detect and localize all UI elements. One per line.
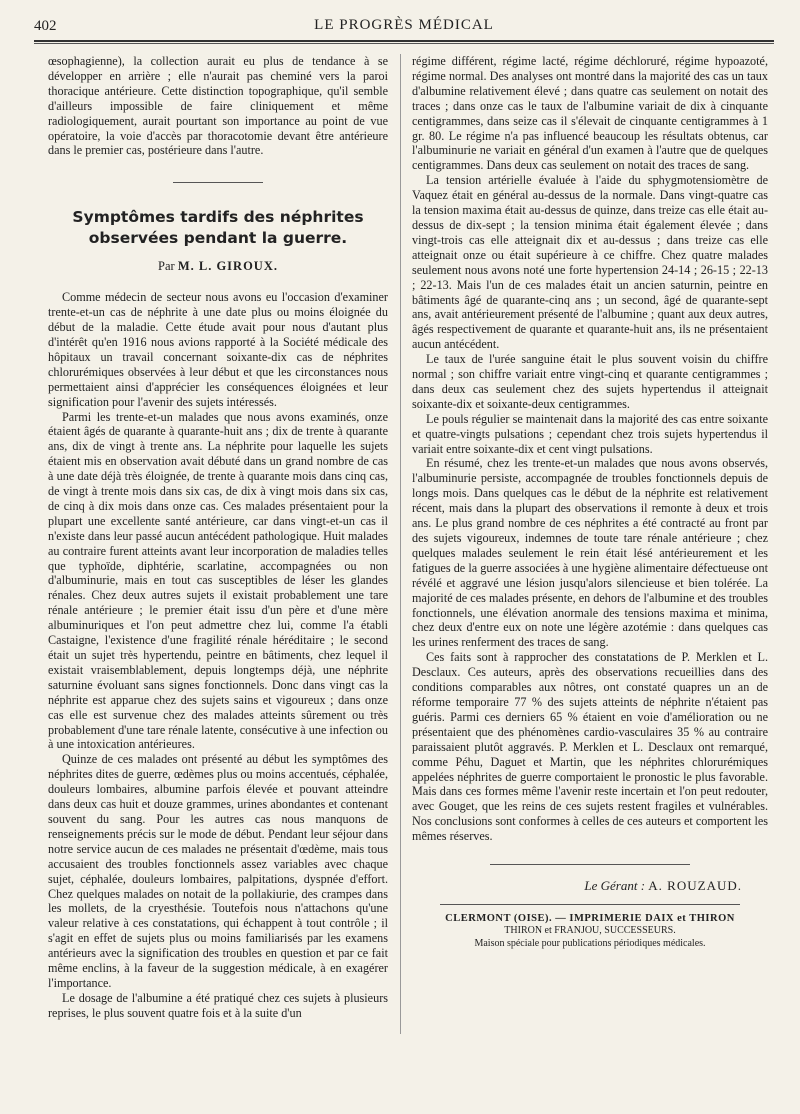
body-paragraph-10: Ces faits sont à rapprocher des constatations de P. Merklen et L. Desclaux. Ces auteurs, après des observations recueillies dans des conditions comparables aux nôtres, ont constaté quapres un an de réforme temporaire 77 % des sujets atteints de néphrite n'étaient pas guéris. Parmi ces derniers 65 % étaient en voie d'amélioration ou ne présentaient que des phénomènes cardio-vasculaires 35 % au contraire paraissaient plutôt aggravés. P. Merklen et L. Desclaux ont remarqué, comme Péhu, Daguet et Martin, que les néphrites chlorurémiques appelées néphrites de guerre comportaient le pronostic le plus favorable. Mais dans ces formes même l'avenir reste incertain et l'on peut redouter, avec Gouget, que les reins de ces sujets restent fragiles et vulnérables. Nos conclusions sont conformes à celles de ces auteurs et comportent les mêmes réserves. <box>412 650 768 844</box>
imprint <box>412 913 768 951</box>
body-paragraph-9: En résumé, chez les trente-et-un malades que nous avons observés, l'albuminurie persiste, accompagnée de troubles fonctionnels depuis de longs mois. Dans quelques cas le début de la néphrite est relativement récent, mais dans la plupart des observations il remonte à deux et trois ans. Le plus grand nombre de ces néphrites a été contracté au front par des sujets vigoureux, indemnes de toute tare rénale antérieure ; chez quelques malades seulement le rein était lésé antérieurement et les fatigues de la guerre associées à une hygiène alimentaire défectueuse ont révélé et aggravé une lésion jusqu'alors silencieuse et bien tolérée. La majorité de ces malades présente, en dehors de l'albumine et des troubles fonctionnels, une élévation anormale des tensions maxima et minima, chez deux d'entre eux on note une légère azotémie : dans quelques cas les urines renferment des traces de sang. <box>412 456 768 650</box>
body-paragraph-3: Quinze de ces malades ont présenté au début les symptômes des néphrites dites de guerre, œdèmes plus ou moins accentués, céphalée, douleurs lombaires, albumine parfois élevée et pouvant atteindre dans deux cas huit et douze grammes, urines abondantes et contenant souvent du sang. Pour les autres cas nous manquons de renseignements précis sur le mode de début. Pendant leur séjour dans notre service aucun de ces malades ne présentait d'œdème, mais tous accusaient des troubles fonctionnels assez variables avec chaque sujet, céphalée, douleurs lombaires, palpitations, dyspnée d'effort. Chez quelques malades on notait de la pollakiurie, des crampes dans les mollets, de la cryesthésie. Toutefois nous n'attachons qu'une valeur relative à ces constatations, qui échappent à tout contrôle ; il s'agit en effet de sujets plus ou moins familiarisés par les examens antérieurs avec la signification des troubles en question et par ce fait même enclins, à la faveur de la suggestion médicale, à en exagérer l'importance. <box>48 752 388 990</box>
body-paragraph-4: Le dosage de l'albumine a été pratiqué chez ces sujets à plusieurs reprises, le plus souvent quatre fois et à la suite d'un <box>48 990 388 1020</box>
imprint-rule <box>440 904 740 905</box>
author-name: M. L. GIROUX. <box>177 259 278 274</box>
imprint-successors: THIRON et FRANJOU, SUCCESSEURS. <box>504 925 676 937</box>
body-paragraph-7: Le taux de l'urée sanguine était le plus souvent voisin du chiffre normal ; son chiffre variait entre vingt-cinq et quarante centigrammes ; dans deux cas seulement chez des sujets hypertendus il atteignait soixante-dix et soixante-deux centigrammes. <box>412 352 768 411</box>
left-column <box>48 54 388 1021</box>
signature <box>412 879 768 894</box>
article-title-line-1: Symptômes tardifs des néphrites <box>72 208 364 227</box>
header-rule-thin <box>34 43 774 44</box>
header-rule <box>34 40 774 42</box>
page-number: 402 <box>34 18 57 34</box>
body-paragraph-2: Parmi les trente-et-un malades que nous avons examinés, onze étaient âgés de quarante à quarante-huit ans ; dix de trente à quarante ans, dix de vingt à trente ans. La néphrite pour laquelle les sujets étaient mis en observation avait débuté dans un grand nombre de cas à une date déjà très éloignée, de trente à quarante mois dans cinq cas, de vingt à trente mois dans six cas, de dix à vingt mois dans six cas, de cinq à dix mois dans onze cas. Ces malades présentaient pour la plupart une excellente santé antérieure, car dans vingt-et-un cas il n'existe dans leur passé aucun antécédent pathologique. Huit malades au contraire furent atteints avant leur incorporation de maladies telles que typhoïde, diphtérie, scarlatine, accompagnées ou non d'albuminurie, mais en tout cas susceptibles de léser les glandes rénales. Chez deux autres sujets il existait probablement une tare rénale antérieure ; le premier était issu d'un père et d'une mère albuminuriques et l'on peut admettre chez lui, comme l'a établi Castaigne, l'existence d'une fragilité rénale héréditaire ; le second était un sujet très hypertendu, peintre en bâtiments, chez lequel il existait vraisemblablement, depuis longtemps déjà, une néphrite saturnine évoluant sans signes fonctionnels. Donc dans vingt cas la néphrite est apparue chez des sujets sains et vigoureux ; dans onze cas elle est survenue chez des malades atteints sûrement ou très probablement d'une tare rénale latente, consécutive à une infection ou à une intoxication antérieures. <box>48 409 388 752</box>
body-paragraph-6: La tension artérielle évaluée à l'aide du sphygmotensiomètre de Vaquez était en général au-dessus de la normale. Dans vingt-quatre cas la tension maxima était au-dessus de quinze, dans treize cas elle était au-dessus de dix-sept ; la tension minima était également élevée ; dans vingt-trois cas elle atteignait dix et au-dessus ; dans treize cas elle atteignait onze ou était supérieure à ce chiffre. Chez quatre malades seulement nous avons noté une forte hypertension 24-14 ; 26-15 ; 22-13 ; 22-13. Mais l'un de ces malades était un ancien saturnin, peintre en bâtiments âgé de quarante-cinq ans ; un second, âgé de quarante-sept ans, avait antérieurement présenté de l'albumine ; quant aux deux autres, âgés respectivement de quarante et quarante-huit ans, ils ne présentaient aucun antécédent. <box>412 173 768 352</box>
section-separator <box>173 182 263 183</box>
article-author <box>48 259 388 274</box>
article-title-line-2: observées pendant la guerre. <box>88 229 348 248</box>
signature-rule <box>490 864 690 865</box>
page-header <box>34 14 774 40</box>
column-divider <box>400 54 401 1034</box>
body-paragraph-1: Comme médecin de secteur nous avons eu l'occasion d'examiner trente-et-un cas de néphrite à une date plus ou moins éloignée du début de la maladie. Cette étude avait pour nous d'autant plus d'intérêt qu'en 1916 nous avions rapporté à la Société médicale des hôpitaux un travail concernant soixante-dix cas de néphrites chlorurémiques observées à leur début et que les circonstances nous permettaient ainsi d'apprécier les conséquences éloignées et leur signification pour l'avenir des sujets intéressés. <box>48 290 388 409</box>
article-title <box>48 207 388 249</box>
journal-title: LE PROGRÈS MÉDICAL <box>314 17 494 33</box>
right-column <box>412 54 768 950</box>
signature-name: A. ROUZAUD. <box>648 878 742 894</box>
body-paragraph-8: Le pouls régulier se maintenait dans la majorité des cas entre soixante et quatre-vingts pulsations ; cependant chez trois sujets hypertendus il variait entre soixante-dix et cent vingt pulsations. <box>412 411 768 456</box>
imprint-printer: CLERMONT (OISE). — IMPRIMERIE DAIX et THIRON <box>445 912 735 924</box>
imprint-specialty: Maison spéciale pour publications périodiques médicales. <box>474 937 706 949</box>
author-prefix: Par <box>158 259 175 274</box>
intro-paragraph: œsophagienne), la collection aurait eu plus de tendance à se développer en arrière ; elle n'aurait pas cheminé vers la paroi thoracique antérieure. Cette distinction topographique, qu'il semble d'ailleurs impossible de faire cliniquement et même radiologiquement, aurait pourtant son importance au point de vue opératoire, la voie d'accès par thoracotomie devant être antérieure dans le premier cas, postérieure dans l'autre. <box>48 54 388 158</box>
signature-label: Le Gérant : <box>584 878 646 894</box>
body-paragraph-5: régime différent, régime lacté, régime déchloruré, régime hypoazoté, régime normal. Des analyses ont montré dans la majorité des cas un taux d'albumine relativement élevé ; dans quatre cas seulement on notait des traces ; dans onze cas le taux de l'albumine variait de dix à cinquante centigrammes, dans seize cas il s'élevait de cinquante centigrammes à 1 gr. 80. Le régime n'a pas influencé beaucoup les résultats obtenus, car l'albuminurie ne variait en général d'un examen à l'autre que de quelques centigrammes. Dans deux cas seulement on notait des traces de sang. <box>412 54 768 173</box>
